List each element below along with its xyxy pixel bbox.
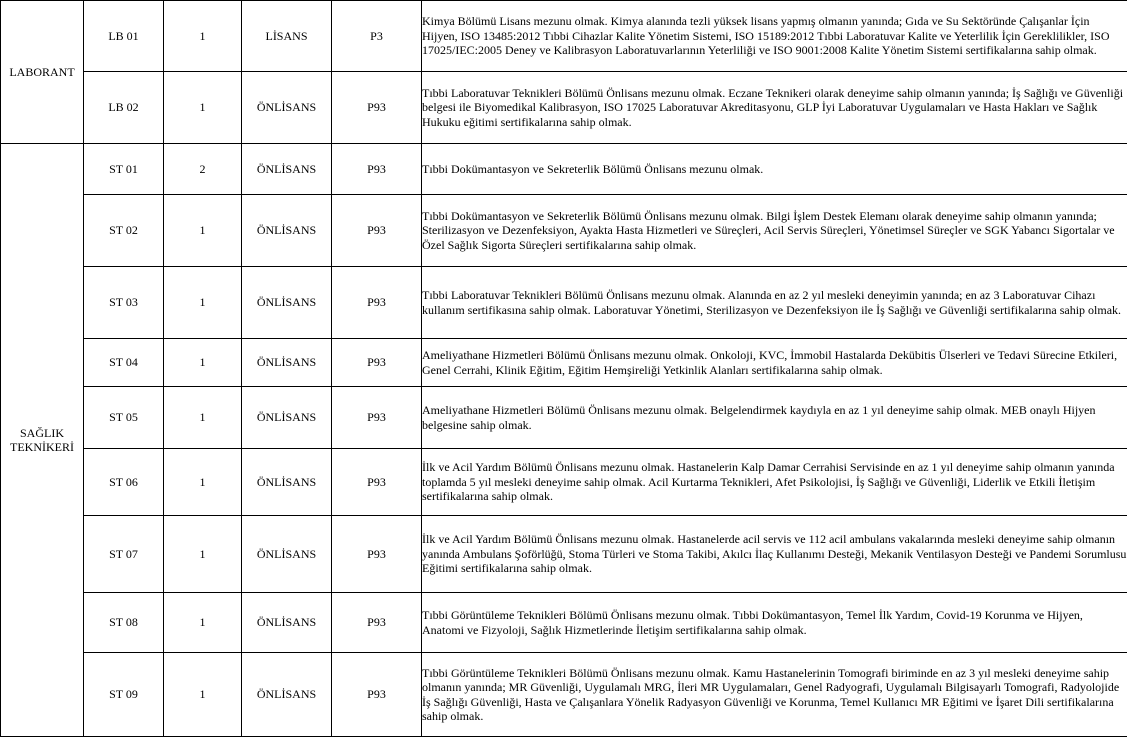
group-name-cell: SAĞLIK TEKNİKERİ — [1, 144, 84, 737]
table-row — [1, 516, 1127, 593]
table-row — [1, 339, 1127, 387]
kpss-score-type-cell: P93 — [332, 449, 422, 516]
requirements-cell: Ameliyathane Hizmetleri Bölümü Önlisans mezunu olmak. Onkoloji, KVC, İmmobil Hastalarda Dekübitis Ülserleri ve Tedavi Sürecine Etkileri, Genel Cerrahi, Klinik Eğitim, Eğitim Hemşireliği Yetkinlik Alanları sertifikalarına sahip olmak. — [422, 339, 1127, 387]
requirements-cell: Tıbbi Görüntüleme Teknikleri Bölümü Önlisans mezunu olmak. Kamu Hastanelerinin Tomografi biriminde en az 3 yıl mesleki deneyime sahip olmanın yanında; MR Güvenliği, Uygulamalı MRG, İleri MR Uygulamaları, Genel Radyografi, Uygulamalı Bilgisayarlı Tomografi, Radyolojide İş Sağlığı Güvenliği, Hasta ve Çalışanlara Yönelik Radyasyon Güvenliği ve Korunma, Temel Kullanıcı MR Eğitimi ve İşaret Dili sertifikalarına sahip olmak. — [422, 653, 1127, 737]
education-level-cell: ÖNLİSANS — [242, 387, 332, 449]
education-level-cell: ÖNLİSANS — [242, 267, 332, 339]
education-level-cell: ÖNLİSANS — [242, 72, 332, 144]
kpss-score-type-cell: P93 — [332, 339, 422, 387]
kpss-score-type-cell: P93 — [332, 593, 422, 653]
table-row — [1, 653, 1127, 737]
position-count-cell: 1 — [164, 1, 242, 72]
requirements-cell: İlk ve Acil Yardım Bölümü Önlisans mezunu olmak. Hastanelerde acil servis ve 112 acil ambulans vakalarında mesleki deneyime sahip olmanın yanında Ambulans Şoförlüğü, Stoma Türleri ve Stoma Takibi, Akılcı İlaç Kullanımı Desteği, Mekanik Ventilasyon Desteği ve Pandemi Sorumlusu Eğitimi sertifikalarına sahip olmak. — [422, 516, 1127, 593]
position-count-cell: 1 — [164, 267, 242, 339]
table-row — [1, 195, 1127, 267]
position-count-cell: 1 — [164, 449, 242, 516]
position-code-cell: ST 03 — [84, 267, 164, 339]
kpss-score-type-cell: P93 — [332, 144, 422, 195]
education-level-cell: ÖNLİSANS — [242, 339, 332, 387]
position-count-cell: 1 — [164, 72, 242, 144]
position-count-cell: 2 — [164, 144, 242, 195]
position-code-cell: ST 04 — [84, 339, 164, 387]
requirements-cell: Tıbbi Dokümantasyon ve Sekreterlik Bölümü Önlisans mezunu olmak. Bilgi İşlem Destek Elemanı olarak deneyime sahip olmanın yanında; Sterilizasyon ve Dezenfeksiyon, Ayakta Hasta Hizmetleri ve Süreçleri, Acil Servis Süreçleri, Yönetimsel Süreçler ve SGK Yabancı Sigortalar ve Özel Sağlık Sigorta Süreçleri sertifikalarına sahip olmak. — [422, 195, 1127, 267]
position-code-cell: ST 07 — [84, 516, 164, 593]
education-level-cell: LİSANS — [242, 1, 332, 72]
group-name-cell: LABORANT — [1, 1, 84, 144]
kpss-score-type-cell: P93 — [332, 267, 422, 339]
kpss-score-type-cell: P93 — [332, 195, 422, 267]
education-level-cell: ÖNLİSANS — [242, 593, 332, 653]
kpss-score-type-cell: P93 — [332, 387, 422, 449]
requirements-cell: Kimya Bölümü Lisans mezunu olmak. Kimya alanında tezli yüksek lisans yapmış olmanın yanında; Gıda ve Su Sektöründe Çalışanlar İçin Hijyen, ISO 13485:2012 Tıbbi Cihazlar Kalite Yönetim Sistemi, ISO 15189:2012 Tıbbi Laboratuvar Kalite ve Yeterlilik İçin Gereklilikler, ISO 17025/IEC:2005 Deney ve Kalibrasyon Laboratuvarlarının Yeterliliği ve ISO 9001:2008 Kalite Yönetim Sistemi sertifikalarına sahip olmak. — [422, 1, 1127, 72]
position-count-cell: 1 — [164, 593, 242, 653]
position-code-cell: LB 02 — [84, 72, 164, 144]
table-row — [1, 1, 1127, 72]
education-level-cell: ÖNLİSANS — [242, 516, 332, 593]
kpss-score-type-cell: P93 — [332, 72, 422, 144]
kpss-score-type-cell: P3 — [332, 1, 422, 72]
position-count-cell: 1 — [164, 653, 242, 737]
table-row — [1, 449, 1127, 516]
table-row — [1, 593, 1127, 653]
position-code-cell: ST 05 — [84, 387, 164, 449]
kpss-score-type-cell: P93 — [332, 653, 422, 737]
requirements-cell: Tıbbi Dokümantasyon ve Sekreterlik Bölümü Önlisans mezunu olmak. — [422, 144, 1127, 195]
position-count-cell: 1 — [164, 195, 242, 267]
table-row — [1, 387, 1127, 449]
table-row — [1, 72, 1127, 144]
position-code-cell: LB 01 — [84, 1, 164, 72]
requirements-cell: Ameliyathane Hizmetleri Bölümü Önlisans mezunu olmak. Belgelendirmek kaydıyla en az 1 yıl deneyime sahip olmak. MEB onaylı Hijyen belgesine sahip olmak. — [422, 387, 1127, 449]
position-code-cell: ST 09 — [84, 653, 164, 737]
position-code-cell: ST 02 — [84, 195, 164, 267]
education-level-cell: ÖNLİSANS — [242, 144, 332, 195]
education-level-cell: ÖNLİSANS — [242, 195, 332, 267]
education-level-cell: ÖNLİSANS — [242, 653, 332, 737]
position-count-cell: 1 — [164, 387, 242, 449]
table-row — [1, 144, 1127, 195]
position-code-cell: ST 08 — [84, 593, 164, 653]
table-row — [1, 267, 1127, 339]
requirements-cell: Tıbbi Laboratuvar Teknikleri Bölümü Önlisans mezunu olmak. Alanında en az 2 yıl mesleki deneyimin yanında; en az 3 Laboratuvar Cihazı kullanım sertifikasına sahip olmak. Laboratuvar Yönetimi, Sterilizasyon ve Dezenfeksiyon ile İş Sağlığı ve Güvenliği sertifikalarına sahip olmak. — [422, 267, 1127, 339]
education-level-cell: ÖNLİSANS — [242, 449, 332, 516]
kpss-score-type-cell: P93 — [332, 516, 422, 593]
position-count-cell: 1 — [164, 339, 242, 387]
requirements-cell: İlk ve Acil Yardım Bölümü Önlisans mezunu olmak. Hastanelerin Kalp Damar Cerrahisi Servisinde en az 1 yıl deneyime sahip olmanın yanında toplamda 5 yıl mesleki deneyime sahip olmak. Acil Kurtarma Teknikleri, Afet Psikolojisi, İş Sağlığı ve Güvenliği, Liderlik ve Etkili İletişim sertifikalarına sahip olmak. — [422, 449, 1127, 516]
position-count-cell: 1 — [164, 516, 242, 593]
position-code-cell: ST 06 — [84, 449, 164, 516]
position-code-cell: ST 01 — [84, 144, 164, 195]
requirements-cell: Tıbbi Görüntüleme Teknikleri Bölümü Önlisans mezunu olmak. Tıbbi Dokümantasyon, Temel İlk Yardım, Covid-19 Korunma ve Hijyen, Anatomi ve Fizyoloji, Sağlık Hizmetlerinde İletişim sertifikalarına sahip olmak. — [422, 593, 1127, 653]
requirements-cell: Tıbbi Laboratuvar Teknikleri Bölümü Önlisans mezunu olmak. Eczane Teknikeri olarak deneyime sahip olmanın yanında; İş Sağlığı ve Güvenliği belgesi ile Biyomedikal Kalibrasyon, ISO 17025 Laboratuvar Akreditasyonu, GLP İyi Laboratuvar Uygulamaları ve Hasta Hakları ve Sağlık Hukuku eğitimi sertifikalarına sahip olmak. — [422, 72, 1127, 144]
